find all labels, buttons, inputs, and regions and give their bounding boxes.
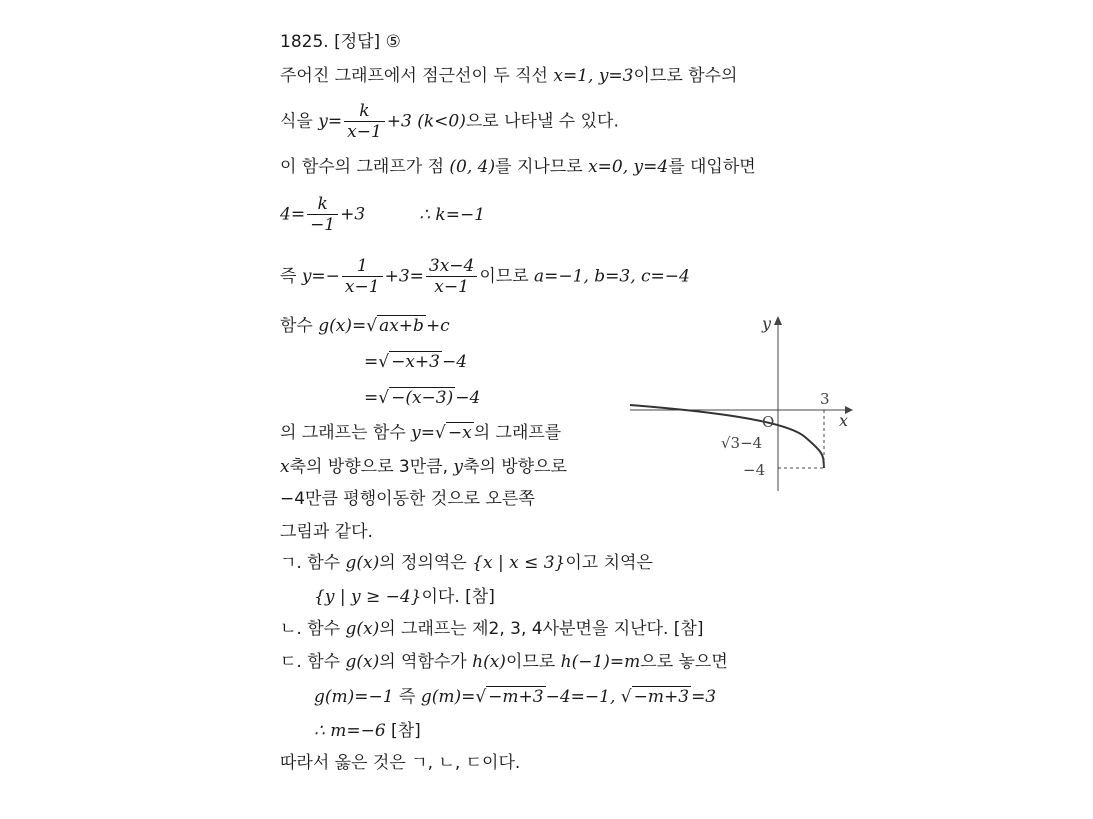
- y-axis-label: y: [762, 314, 772, 333]
- text: 즉: [280, 266, 302, 287]
- math: (0, 4): [449, 157, 496, 177]
- statement-a: [280, 551, 653, 575]
- math: x=1, y=3: [553, 66, 634, 86]
- statement-a-cont: [314, 585, 495, 609]
- math: g(x)=: [318, 316, 367, 336]
- tick-label-3: 3: [820, 390, 830, 408]
- math: g(x): [345, 652, 380, 672]
- math: a=−1, b=3, c=−4: [534, 266, 690, 287]
- conclusion: 따라서 옳은 것은 ㄱ, ㄴ, ㄷ이다.: [280, 753, 521, 773]
- text: 의 정의역은: [379, 553, 473, 573]
- fraction: [307, 194, 338, 235]
- math: +c: [425, 316, 450, 336]
- line-solve-k: [280, 194, 485, 235]
- sqrt-sign: √: [378, 388, 390, 408]
- statement-c-cont: [314, 685, 716, 709]
- math: ∴ k=−1: [419, 204, 486, 225]
- y-axis-arrow-icon: [774, 316, 782, 325]
- denominator: x−1: [434, 277, 469, 297]
- math: =3: [691, 687, 717, 707]
- text: 이 함수의 그래프가 점: [280, 157, 450, 177]
- problem-header: 1825. [정답] ⑤: [280, 32, 401, 52]
- line-g-step2: [364, 386, 480, 410]
- math: =: [364, 352, 379, 372]
- line-graph-desc2: [280, 455, 567, 479]
- statement-c-result: [314, 719, 421, 743]
- math: 4=: [280, 204, 306, 225]
- line-graph-desc1: [280, 421, 561, 445]
- math: +3=: [384, 266, 424, 287]
- text: [참]: [385, 721, 421, 741]
- text: 의 그래프는 함수: [280, 423, 412, 443]
- sqrt-sign: √: [378, 352, 390, 372]
- fraction: [426, 256, 477, 297]
- text: 주어진 그래프에서 점근선이 두 직선: [280, 66, 554, 86]
- math: g(x): [345, 619, 380, 639]
- numerator: 1: [342, 256, 383, 277]
- text: 를 대입하면: [668, 157, 756, 177]
- text: 이므로: [479, 266, 535, 287]
- denominator: −1: [310, 215, 336, 235]
- numerator: k: [307, 194, 338, 215]
- tick-label-sqrt3-minus-4: √3−4: [721, 434, 763, 452]
- text: 즉: [393, 687, 421, 707]
- math: g(x): [345, 553, 380, 573]
- math: +3 (k<0): [386, 111, 466, 132]
- math: x=0, y=4: [588, 157, 669, 177]
- statement-c: [280, 650, 728, 674]
- math: −4: [455, 388, 481, 408]
- text: 이고 치역은: [565, 553, 653, 573]
- math: g(m)=−1: [314, 687, 394, 707]
- math: x: [280, 457, 290, 477]
- sqrt-sign: √: [475, 687, 487, 707]
- math: −4=−1,: [545, 687, 621, 707]
- text: ㄷ. 함수: [280, 652, 346, 672]
- math: g(m)=: [420, 687, 476, 707]
- text: 식을: [280, 111, 319, 132]
- text: 으로 놓으면: [640, 652, 728, 672]
- text: 의 역함수가: [379, 652, 473, 672]
- denominator: x−1: [347, 122, 382, 142]
- denominator: x−1: [344, 277, 380, 297]
- line-point-substitution: [280, 155, 756, 179]
- numerator: 3x−4: [426, 256, 477, 277]
- math: y=: [411, 423, 436, 443]
- text: 축의 방향으로 3만큼,: [289, 457, 454, 477]
- math: y=−: [301, 266, 340, 287]
- sqrt-sign: √: [620, 687, 632, 707]
- line-graph-desc4: 그림과 같다.: [280, 522, 373, 542]
- radicand: ax+b: [379, 316, 424, 336]
- math: h(−1)=m: [560, 652, 641, 672]
- text: 함수: [280, 316, 319, 336]
- function-graph: [625, 305, 865, 500]
- radicand: −x: [447, 423, 472, 443]
- line-g-definition: [280, 314, 450, 338]
- x-axis-label: x: [839, 411, 849, 430]
- text: 이므로 함수의: [633, 66, 738, 86]
- radicand: −m+3: [488, 687, 544, 707]
- line-asymptotes: [280, 64, 737, 88]
- line-g-step1: [364, 350, 467, 374]
- text: 으로 나타낼 수 있다.: [465, 111, 619, 132]
- numerator: k: [344, 101, 385, 122]
- math: y=: [318, 111, 343, 132]
- line-function-form: [280, 101, 619, 142]
- fraction: [342, 256, 383, 297]
- tick-label-neg4: −4: [743, 461, 766, 479]
- text: ㄴ. 함수: [280, 619, 346, 639]
- sqrt-sign: √: [366, 316, 378, 336]
- text: 의 그래프를: [473, 423, 562, 443]
- text: 의 그래프는 제2, 3, 4사분면을 지난다. [참]: [379, 619, 704, 639]
- radicand: −(x−3): [391, 388, 454, 408]
- math: =: [364, 388, 379, 408]
- text: 이므로: [505, 652, 561, 672]
- math: −4: [442, 352, 468, 372]
- fraction: [344, 101, 385, 142]
- text: 이다. [참]: [421, 587, 495, 607]
- text: 축의 방향으로: [463, 457, 567, 477]
- origin-label: O: [762, 413, 775, 431]
- math: h(x): [472, 652, 506, 672]
- math: {y | y ≥ −4}: [314, 587, 422, 607]
- math: +3: [340, 204, 366, 225]
- radicand: −x+3: [391, 352, 440, 372]
- sqrt-sign: √: [435, 423, 446, 443]
- math: ∴ m=−6: [314, 721, 386, 741]
- statement-b: [280, 617, 703, 641]
- math: {x | x ≤ 3}: [472, 553, 566, 573]
- text: 를 지나므로: [495, 157, 589, 177]
- line-graph-desc3: −4만큼 평행이동한 것으로 오른쪽: [280, 489, 535, 509]
- text: ㄱ. 함수: [280, 553, 346, 573]
- line-coefficients: [280, 256, 690, 297]
- math: y: [453, 457, 464, 477]
- radicand: −m+3: [633, 687, 690, 707]
